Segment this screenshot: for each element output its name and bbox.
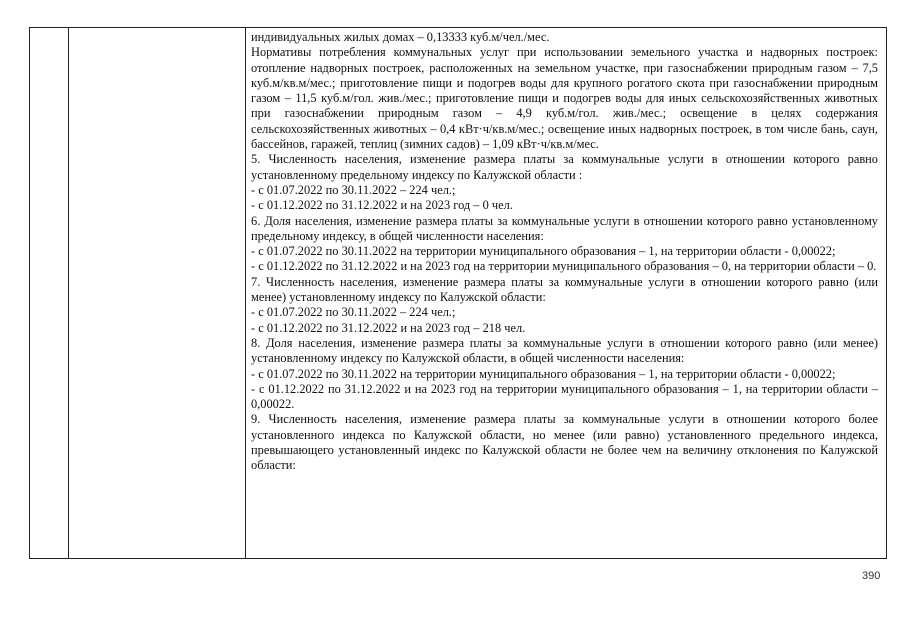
- document-table: [29, 27, 887, 559]
- table-cell-content: [246, 28, 887, 559]
- paragraph-item-8: 8. Доля населения, изменение размера платы за коммунальные услуги в отношении которого равно (или менее) установленному индексу по Калужской области, в общей численности населения:: [251, 335, 878, 366]
- paragraph-item-7-period-1: - с 01.07.2022 по 30.11.2022 – 224 чел.;: [251, 305, 456, 320]
- paragraph-item-9: 9. Численность населения, изменение размера платы за коммунальные услуги в отношении которого более установленного индекса по Калужской области, но менее (или равно) установленного предельного индекса, превышающего установленный индекс по Калужской области не более чем на величину отклонения по Калужской области:: [251, 412, 878, 473]
- table-row: [30, 28, 887, 559]
- page-number: 390: [862, 570, 881, 582]
- paragraph-item-8-period-2: - с 01.12.2022 по 31.12.2022 и на 2023 год на территории муниципального образования – 1, на территории области – 0,00022.: [251, 381, 878, 412]
- table-cell-name: [69, 28, 246, 559]
- paragraph-item-8-period-1: - с 01.07.2022 по 30.11.2022 на территории муниципального образования – 1, на территории области - 0,00022;: [251, 366, 836, 381]
- paragraph-norms: Нормативы потребления коммунальных услуг при использовании земельного участка и надворных построек: отопление надворных построек, расположенных на земельном участке, при газоснабжении природным газом – 7,5 куб.м/кв.м/мес.; приготовление пищи и подогрев воды для крупного рогатого скота при газоснабжении природным газом – 11,5 куб.м/гол. жив./мес.; приготовление пищи и подогрев воды для иных сельскохозяйственных животных при газоснабжении природным газом – 4,9 куб.м/гол. жив./мес.; освещение в целях содержания сельскохозяйственных животных – 0,4 кВт·ч/кв.м/мес.; освещение иных надворных построек, в том числе бань, саун, бассейнов, гаражей, теплиц (зимних садов) – 1,09 кВт·ч/кв.м/мес.: [251, 45, 878, 152]
- paragraph-item-5-period-2: - с 01.12.2022 по 31.12.2022 и на 2023 год – 0 чел.: [251, 198, 513, 213]
- paragraph-item-5-period-1: - с 01.07.2022 по 30.11.2022 – 224 чел.;: [251, 182, 456, 197]
- paragraph-item-6-period-1: - с 01.07.2022 по 30.11.2022 на территории муниципального образования – 1, на территории области - 0,00022;: [251, 244, 836, 259]
- paragraph-item-7: 7. Численность населения, изменение размера платы за коммунальные услуги в отношении которого равно (или менее) установленному индексу по Калужской области:: [251, 274, 878, 305]
- paragraph-fragment: индивидуальных жилых домах – 0,13333 куб.м/чел./мес.: [251, 30, 550, 44]
- paragraph-item-7-period-2: - с 01.12.2022 по 31.12.2022 и на 2023 год – 218 чел.: [251, 320, 526, 335]
- table-cell-number: [30, 28, 69, 559]
- paragraph-item-6: 6. Доля населения, изменение размера платы за коммунальные услуги в отношении которого равно установленному предельному индексу, в общей численности населения:: [251, 213, 878, 243]
- paragraph-item-6-period-2: - с 01.12.2022 по 31.12.2022 и на 2023 год на территории муниципального образования – 0, на территории области – 0.: [251, 259, 877, 274]
- paragraph-item-5: 5. Численность населения, изменение размера платы за коммунальные услуги в отношении которого равно установленному предельному индексу по Калужской области :: [251, 152, 878, 182]
